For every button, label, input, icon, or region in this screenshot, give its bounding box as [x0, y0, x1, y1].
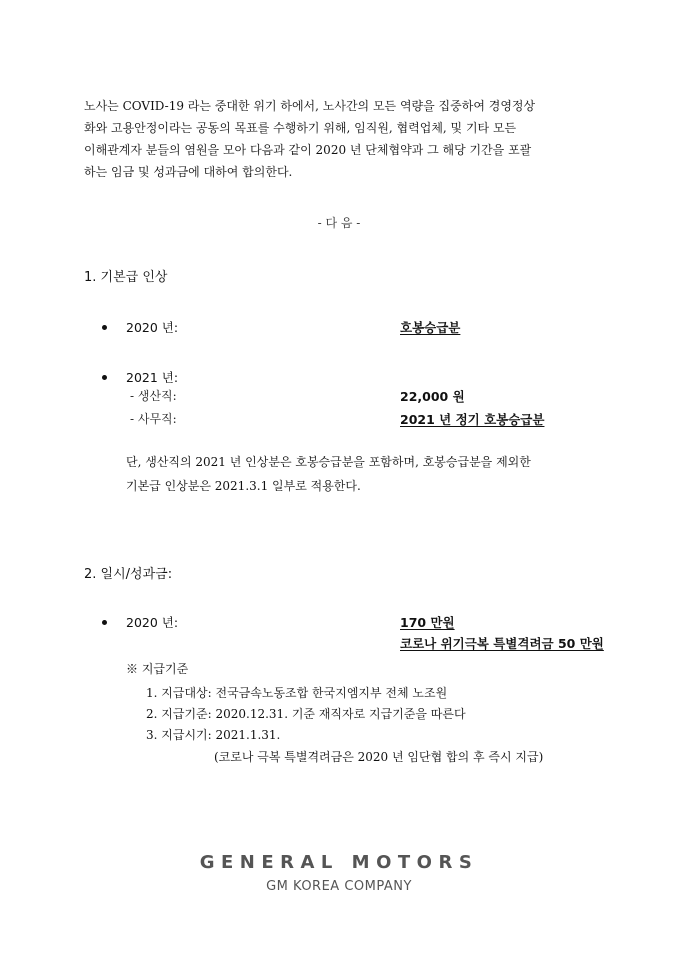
intro-line: 노사는 COVID-19 라는 중대한 위기 하에서, 노사간의 모든 역량을 집중하여 경영정상	[84, 99, 536, 113]
center-title: - 다 음 -	[317, 216, 361, 230]
section2-value-1: 170 만원	[400, 615, 455, 630]
intro-paragraph	[84, 95, 598, 183]
criteria-title: ※ 지급기준	[126, 662, 189, 676]
bullet-icon	[102, 325, 107, 330]
office-value: 2021 년 정기 호봉승급분	[400, 412, 545, 427]
production-label: - 생산직:	[130, 389, 177, 403]
production-value: 22,000 원	[400, 389, 465, 404]
intro-line: 화와 고용안정이라는 공동의 목표를 수행하기 위해, 임직원, 협력업체, 및 기타 모든	[84, 121, 517, 135]
bullet-icon	[102, 375, 107, 380]
criteria-item: 3. 지급시기: 2021.1.31.	[146, 728, 281, 742]
office-label: - 사무직:	[130, 412, 177, 426]
intro-line: 이해관계자 분들의 염원을 모아 다음과 같이 2020 년 단체협약과 그 해당 기간을 포괄	[84, 143, 532, 157]
bullet-label: 2020 년:	[126, 320, 179, 335]
note-line: 단, 생산직의 2021 년 인상분은 호봉승급분을 포함하며, 호봉승급분을 제외한	[126, 455, 531, 469]
bullet-label: 2020 년:	[126, 615, 179, 630]
section1-title: 1. 기본급 인상	[84, 270, 168, 285]
bullet-label: 2021 년:	[126, 370, 179, 385]
gm-logo-main: GENERAL MOTORS	[199, 852, 479, 873]
intro-line: 하는 임금 및 성과금에 대하여 합의한다.	[84, 165, 293, 179]
criteria-item: 1. 지급대상: 전국금속노동조합 한국지엠지부 전체 노조원	[146, 686, 448, 700]
section2-value-2: 코로나 위기극복 특별격려금 50 만원	[400, 636, 604, 651]
note-line: 기본급 인상분은 2021.3.1 일부로 적용한다.	[126, 479, 361, 493]
criteria-note: (코로나 극복 특별격려금은 2020 년 임단협 합의 후 즉시 지급)	[214, 750, 544, 764]
criteria-item: 2. 지급기준: 2020.12.31. 기준 재직자로 지급기준을 따른다	[146, 707, 466, 721]
section1-2020-value: 호봉승급분	[400, 320, 461, 335]
section1-note	[126, 450, 602, 498]
gm-logo-sub: GM KOREA COMPANY	[266, 879, 412, 894]
section2-title: 2. 일시/성과금:	[84, 567, 173, 582]
bullet-icon	[102, 620, 107, 625]
